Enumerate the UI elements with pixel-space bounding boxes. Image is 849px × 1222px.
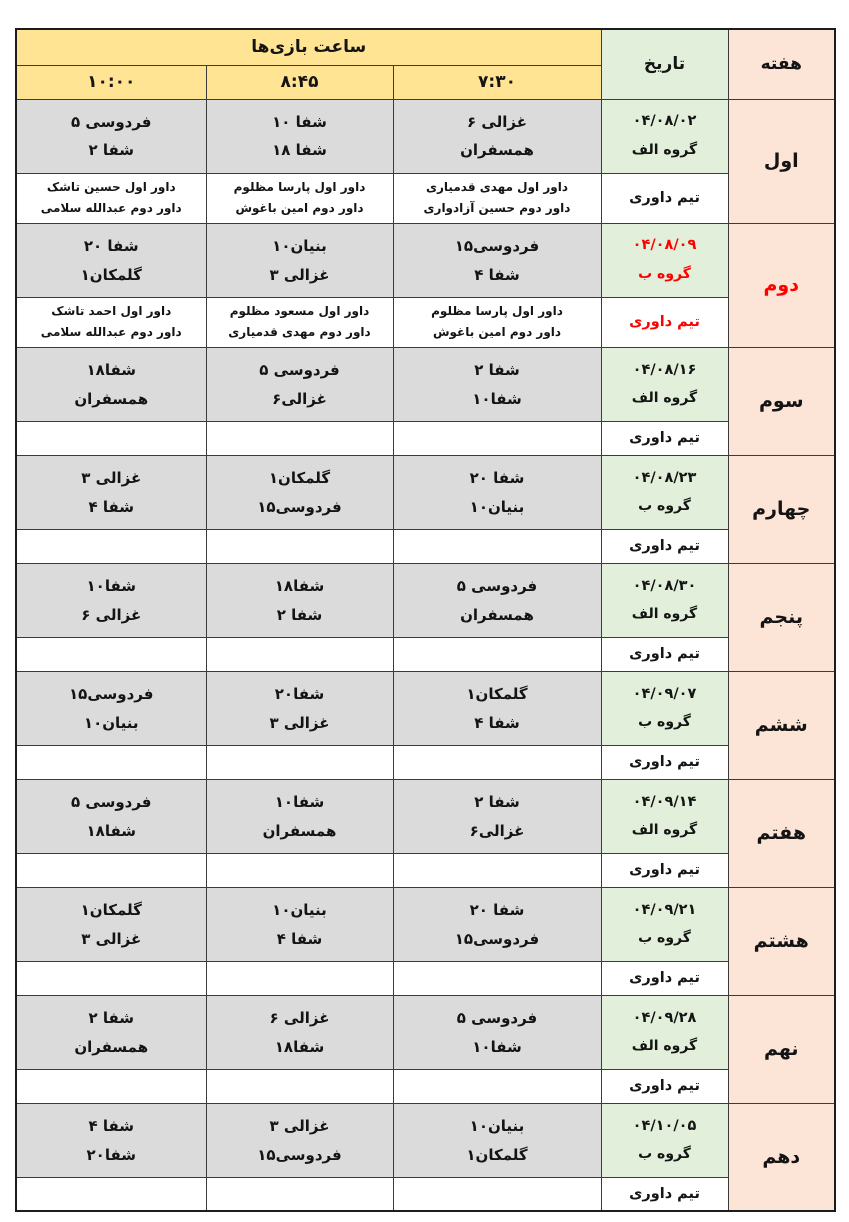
team-name: ۲ شفا <box>474 793 520 812</box>
referee-cell-1000 <box>16 173 206 223</box>
date-cell <box>601 563 728 637</box>
date-value: ۰۴/۰۹/۲۸ <box>632 1009 697 1026</box>
referee-cell-0730 <box>393 637 601 671</box>
team-name: ۱گلمکان <box>80 901 142 920</box>
week-referee-row <box>16 297 835 347</box>
date-value: ۰۴/۰۸/۱۶ <box>632 361 697 378</box>
referee-cell-1000 <box>16 529 206 563</box>
week-name-cell: هفتم <box>728 779 835 887</box>
team-name: ۱۰شفا <box>274 793 325 812</box>
team-name: ۴ شفا <box>474 265 520 284</box>
referee-team-label-cell: تیم داوری <box>601 961 728 995</box>
group-label: گروه الف <box>631 390 698 407</box>
team-name: ۲ شفا <box>88 1009 135 1028</box>
team-name: ۳ غزالی <box>269 713 330 732</box>
week-match-row <box>16 995 835 1069</box>
team-name: ۳ غزالی <box>269 1117 330 1136</box>
week-match-row <box>16 779 835 853</box>
date-cell <box>601 1103 728 1177</box>
date-value: ۰۴/۰۸/۲۳ <box>632 469 697 486</box>
referee-name: داور اول مهدی قدمیاری <box>426 179 568 194</box>
date-value: ۰۴/۰۸/۰۹ <box>632 237 697 254</box>
referee-name: داور دوم عبدالله سلامی <box>40 325 182 340</box>
group-label: گروه ب <box>638 1146 691 1163</box>
group-label: گروه الف <box>631 141 698 158</box>
team-name: ۲۰ شفا <box>469 469 525 488</box>
match-cell-1000 <box>16 779 206 853</box>
date-cell <box>601 223 728 297</box>
referee-cell-0845 <box>206 1069 393 1103</box>
team-name: ۲ شفا <box>276 605 323 624</box>
referee-team-label-cell: تیم داوری <box>601 637 728 671</box>
team-name: ۱۵فردوسی <box>454 929 540 948</box>
referee-cell-0845 <box>206 745 393 779</box>
week-match-row <box>16 99 835 173</box>
team-name: ۱۸ شفا <box>272 141 327 160</box>
match-cell-0730 <box>393 99 601 173</box>
team-name: ۱۵فردوسی <box>257 497 342 516</box>
team-name: ۱۸شفا <box>274 1037 325 1056</box>
team-name: ۶غزالی <box>272 389 327 408</box>
team-name: همسفران <box>74 389 149 408</box>
team-name: ۶ غزالی <box>269 1009 330 1028</box>
date-cell <box>601 455 728 529</box>
games-time-header: ساعت بازی‌ها <box>16 29 601 65</box>
match-cell-1000 <box>16 1103 206 1177</box>
week-referee-row <box>16 853 835 887</box>
referee-cell-1000 <box>16 961 206 995</box>
match-cell-1000 <box>16 887 206 961</box>
team-name: همسفران <box>262 821 337 840</box>
referee-team-label-cell: تیم داوری <box>601 745 728 779</box>
week-match-row <box>16 671 835 745</box>
team-name: ۱۰بنیان <box>83 713 139 732</box>
referee-cell-0845 <box>206 853 393 887</box>
match-cell-0730 <box>393 779 601 853</box>
match-cell-1000 <box>16 223 206 297</box>
team-name: ۳ غزالی <box>269 265 330 284</box>
referee-name: داور اول احمد تاشک <box>51 303 172 318</box>
match-cell-0845 <box>206 1103 393 1177</box>
referee-name: داور اول پارسا مظلوم <box>233 179 366 194</box>
team-name: ۱گلمکان <box>466 685 528 704</box>
team-name: ۱گلمکان <box>80 265 142 284</box>
match-cell-1000 <box>16 563 206 637</box>
referee-cell-0730 <box>393 421 601 455</box>
team-name: ۱۵فردوسی <box>257 1145 342 1164</box>
team-name: ۵ فردوسی <box>71 793 152 812</box>
match-cell-0730 <box>393 347 601 421</box>
team-name: ۵ فردوسی <box>71 112 152 131</box>
schedule-table <box>15 28 836 1212</box>
match-cell-0845 <box>206 347 393 421</box>
time-slot-header-1000: ۱۰:۰۰ <box>16 65 206 99</box>
referee-team-label-cell: تیم داوری <box>601 1069 728 1103</box>
group-label: گروه ب <box>638 930 691 947</box>
team-name: ۲۰ شفا <box>83 236 139 255</box>
week-column-header: هفته <box>728 29 835 99</box>
team-name: همسفران <box>460 141 534 160</box>
week-name-cell: چهارم <box>728 455 835 563</box>
referee-cell-0845 <box>206 173 393 223</box>
group-label: گروه الف <box>631 1038 698 1055</box>
referee-cell-0730 <box>393 961 601 995</box>
week-referee-row <box>16 1177 835 1211</box>
week-name-cell: دوم <box>728 223 835 347</box>
team-name: ۲۰ شفا <box>469 901 525 920</box>
week-name-cell: دهم <box>728 1103 835 1211</box>
referee-cell-0730 <box>393 1069 601 1103</box>
week-match-row <box>16 887 835 961</box>
team-name: ۱۰بنیان <box>469 497 525 516</box>
match-cell-0730 <box>393 223 601 297</box>
team-name: ۵ فردوسی <box>259 361 340 380</box>
team-name: ۳ غزالی <box>81 469 142 488</box>
match-cell-1000 <box>16 671 206 745</box>
week-name-cell: سوم <box>728 347 835 455</box>
week-referee-row <box>16 745 835 779</box>
match-cell-0730 <box>393 563 601 637</box>
referee-team-label-cell: تیم داوری <box>601 421 728 455</box>
group-label: گروه ب <box>638 498 691 515</box>
match-cell-1000 <box>16 455 206 529</box>
match-cell-0730 <box>393 455 601 529</box>
referee-team-label-cell: تیم داوری <box>601 529 728 563</box>
match-cell-1000 <box>16 99 206 173</box>
match-cell-0845 <box>206 99 393 173</box>
referee-cell-0730 <box>393 853 601 887</box>
date-value: ۰۴/۰۸/۰۲ <box>632 113 697 130</box>
referee-team-label-cell: تیم داوری <box>601 853 728 887</box>
match-cell-0845 <box>206 223 393 297</box>
team-name: ۴ شفا <box>474 713 520 732</box>
week-referee-row <box>16 637 835 671</box>
referee-team-label-cell: تیم داوری <box>601 173 728 223</box>
match-cell-0730 <box>393 995 601 1069</box>
team-name: ۵ فردوسی <box>456 1009 538 1028</box>
team-name: ۱۰بنیان <box>272 901 327 920</box>
referee-cell-1000 <box>16 1069 206 1103</box>
header-row-top <box>16 29 835 65</box>
date-cell <box>601 779 728 853</box>
referee-cell-1000 <box>16 1177 206 1211</box>
referee-cell-0730 <box>393 1177 601 1211</box>
group-label: گروه ب <box>638 266 691 283</box>
team-name: ۱۸شفا <box>274 577 325 596</box>
team-name: ۶ غزالی <box>81 605 142 624</box>
referee-cell-0730 <box>393 745 601 779</box>
date-cell <box>601 887 728 961</box>
team-name: ۴ شفا <box>88 497 135 516</box>
team-name: ۱۵فردوسی <box>454 236 540 255</box>
referee-cell-0730 <box>393 173 601 223</box>
team-name: ۱۸شفا <box>86 361 136 380</box>
time-slot-header-0730: ۷:۳۰ <box>393 65 601 99</box>
week-referee-row <box>16 1069 835 1103</box>
team-name: ۱۰شفا <box>472 389 522 408</box>
referee-cell-0845 <box>206 961 393 995</box>
week-match-row <box>16 455 835 529</box>
referee-cell-0730 <box>393 297 601 347</box>
referee-name: داور اول مسعود مظلوم <box>229 303 370 318</box>
team-name: ۱۰شفا <box>472 1037 522 1056</box>
date-value: ۰۴/۰۹/۱۴ <box>632 793 697 810</box>
week-name-cell: پنجم <box>728 563 835 671</box>
team-name: همسفران <box>460 605 534 624</box>
match-cell-0845 <box>206 995 393 1069</box>
match-cell-0845 <box>206 671 393 745</box>
date-column-header: تاریخ <box>601 29 728 99</box>
group-label: گروه ب <box>638 714 691 731</box>
referee-cell-0845 <box>206 1177 393 1211</box>
team-name: ۴ شفا <box>88 1117 135 1136</box>
group-label: گروه الف <box>631 606 698 623</box>
date-value: ۰۴/۰۸/۳۰ <box>632 577 697 594</box>
referee-cell-1000 <box>16 853 206 887</box>
referee-cell-1000 <box>16 745 206 779</box>
team-name: ۱۰بنیان <box>272 236 327 255</box>
date-value: ۰۴/۰۹/۰۷ <box>632 685 697 702</box>
referee-name: داور دوم حسین آزادواری <box>423 201 571 216</box>
date-cell <box>601 671 728 745</box>
week-referee-row <box>16 961 835 995</box>
referee-cell-0845 <box>206 297 393 347</box>
team-name: ۱۰شفا <box>86 577 136 596</box>
referee-name: داور دوم عبدالله سلامی <box>40 201 182 216</box>
match-cell-0730 <box>393 887 601 961</box>
match-cell-0845 <box>206 563 393 637</box>
week-name-cell: نهم <box>728 995 835 1103</box>
match-cell-0845 <box>206 455 393 529</box>
team-name: ۲ شفا <box>474 361 520 380</box>
week-referee-row <box>16 173 835 223</box>
referee-name: داور دوم امین باغوش <box>432 325 562 340</box>
week-match-row <box>16 563 835 637</box>
referee-cell-1000 <box>16 637 206 671</box>
team-name: ۱۰ شفا <box>272 112 327 131</box>
team-name: ۱۰بنیان <box>469 1117 525 1136</box>
team-name: ۲ شفا <box>88 141 135 160</box>
week-referee-row <box>16 529 835 563</box>
week-match-row <box>16 223 835 297</box>
week-name-cell: ششم <box>728 671 835 779</box>
date-value: ۰۴/۰۹/۲۱ <box>632 901 697 918</box>
team-name: ۳ غزالی <box>81 929 142 948</box>
team-name: ۱۸شفا <box>86 821 136 840</box>
match-cell-0730 <box>393 1103 601 1177</box>
match-cell-0730 <box>393 671 601 745</box>
team-name: ۴ شفا <box>276 929 323 948</box>
team-name: ۵ فردوسی <box>456 577 538 596</box>
team-name: ۱گلمکان <box>268 469 331 488</box>
group-label: گروه الف <box>631 822 698 839</box>
referee-name: داور دوم مهدی قدمیاری <box>228 325 371 340</box>
referee-cell-0730 <box>393 529 601 563</box>
week-match-row <box>16 347 835 421</box>
team-name: ۱گلمکان <box>466 1145 528 1164</box>
referee-name: داور اول پارسا مظلوم <box>431 303 563 318</box>
week-match-row <box>16 1103 835 1177</box>
team-name: ۶غزالی <box>469 821 525 840</box>
date-value: ۰۴/۱۰/۰۵ <box>632 1117 697 1134</box>
referee-name: داور دوم امین باغوش <box>235 201 364 216</box>
match-cell-1000 <box>16 347 206 421</box>
referee-cell-0845 <box>206 421 393 455</box>
team-name: ۱۵فردوسی <box>69 685 154 704</box>
week-referee-row <box>16 421 835 455</box>
team-name: ۲۰شفا <box>274 685 325 704</box>
week-name-cell: اول <box>728 99 835 223</box>
referee-name: داور اول حسین تاشک <box>46 179 176 194</box>
team-name: ۶ غزالی <box>467 112 527 131</box>
match-cell-1000 <box>16 995 206 1069</box>
time-slot-header-0845: ۸:۴۵ <box>206 65 393 99</box>
team-name: همسفران <box>74 1037 149 1056</box>
referee-cell-1000 <box>16 297 206 347</box>
team-name: ۲۰شفا <box>86 1145 136 1164</box>
referee-cell-1000 <box>16 421 206 455</box>
date-cell <box>601 99 728 173</box>
referee-cell-0845 <box>206 529 393 563</box>
referee-team-label-cell: تیم داوری <box>601 1177 728 1211</box>
week-name-cell: هشتم <box>728 887 835 995</box>
match-cell-0845 <box>206 887 393 961</box>
date-cell <box>601 347 728 421</box>
match-cell-0845 <box>206 779 393 853</box>
date-cell <box>601 995 728 1069</box>
referee-team-label-cell: تیم داوری <box>601 297 728 347</box>
referee-cell-0845 <box>206 637 393 671</box>
